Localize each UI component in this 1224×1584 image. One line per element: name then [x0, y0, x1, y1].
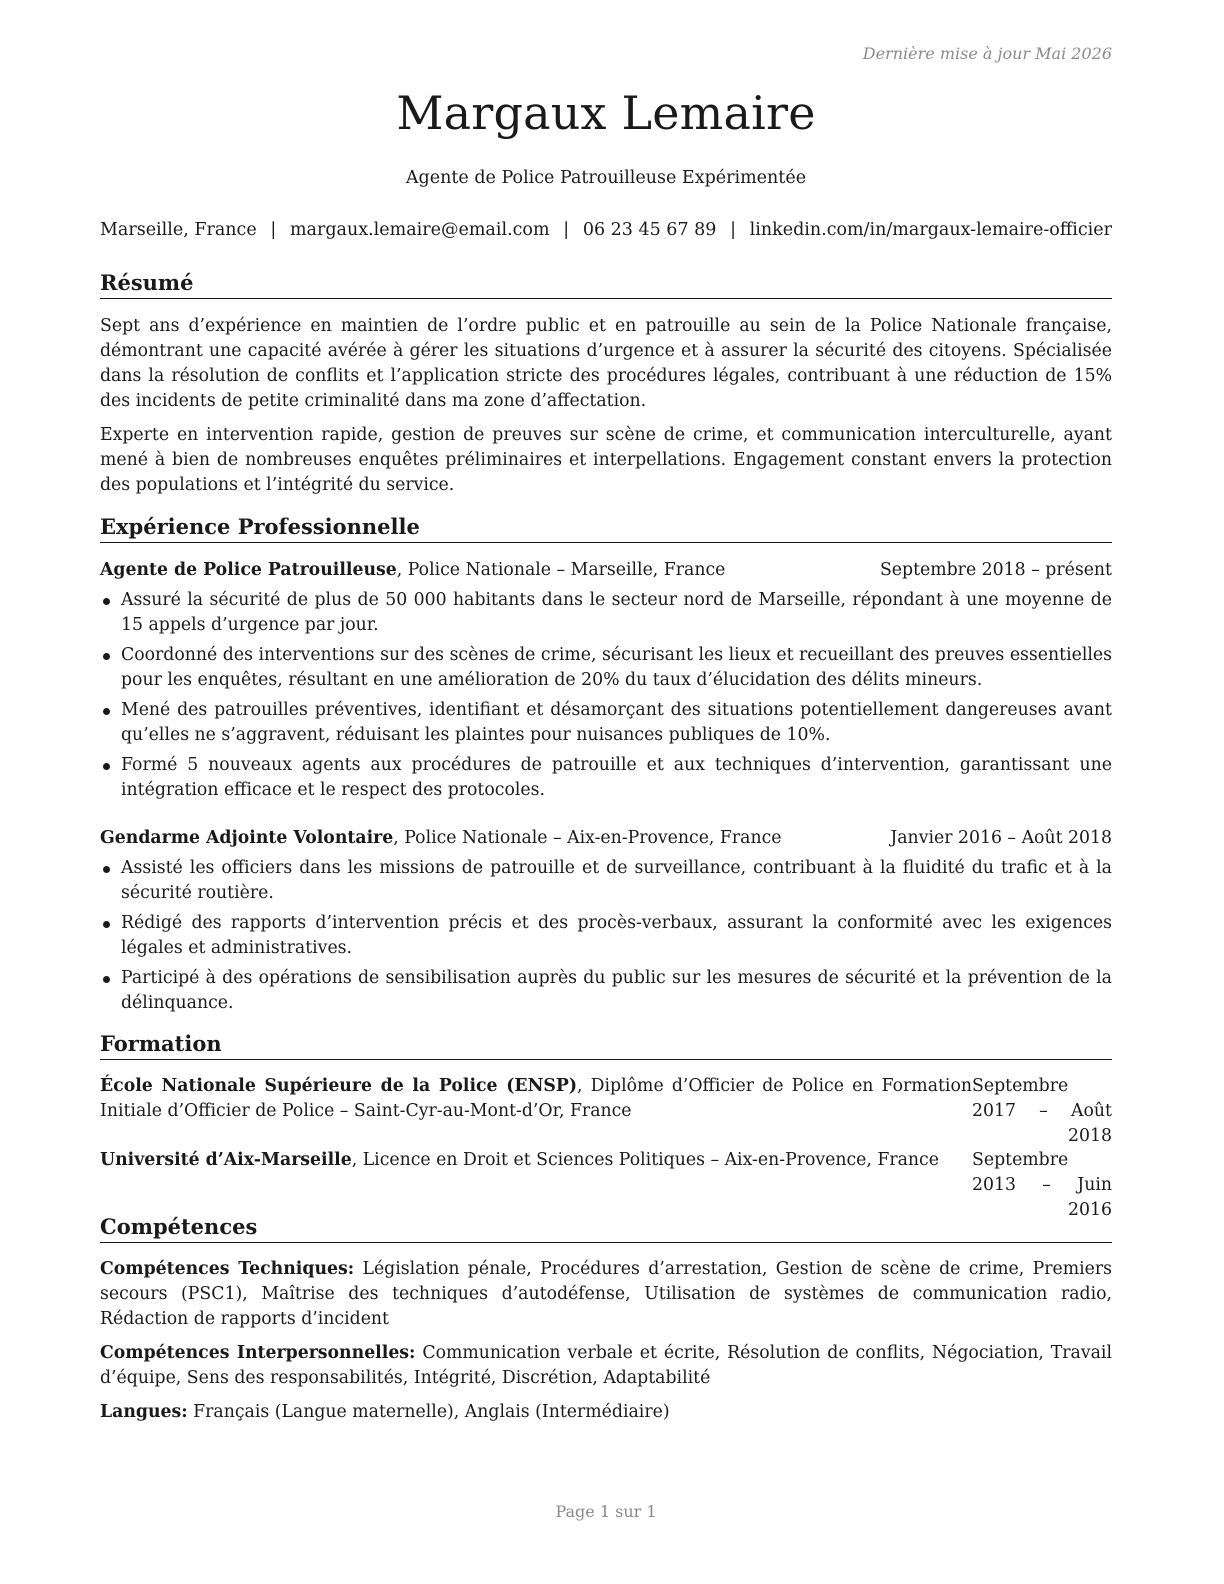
education-detail: , Diplôme d’Officier de Police en Formation Initiale d’Officier de Police – Saint-Cyr-au-Mont-d’Or, France: [100, 1076, 972, 1121]
skill-label: Langues:: [100, 1402, 188, 1422]
job-dates: Janvier 2016 – Août 2018: [890, 828, 1112, 848]
bullet-icon: [103, 708, 110, 715]
skill-text: Communication verbale et écrite, Résolution de conflits, Négociation, Travail d’équipe, Sens des responsabilités, Intégrité, Discrétion, Adaptabilité: [100, 1343, 1112, 1388]
bullet-icon: [103, 866, 110, 873]
summary-paragraph: Sept ans d’expérience en maintien de l’ordre public et en patrouille au sein de la Police Nationale française, démontrant une capacité avérée à gérer les situations d’urgence et à assurer la sécurité des citoyens. Spécialisée dans la résolution de conflits et l’application stricte des procédures légales, contribuant à une réduction de 15% des incidents de petite criminalité dans ma zone d’affectation.: [100, 316, 1112, 411]
skill-group: [100, 1341, 1112, 1391]
bullet-text: Assuré la sécurité de plus de 50 000 habitants dans le secteur nord de Marseille, répondant à une moyenne de 15 appels d’urgence par jour.: [121, 590, 1112, 635]
bullet-text: Coordonné des interventions sur des scènes de crime, sécurisant les lieux et recueillant des preuves essentielles pour les enquêtes, résultant en une amélioration de 20% du taux d’élucidation des délits mineurs.: [121, 645, 1112, 690]
job-org: , Police Nationale – Marseille, France: [396, 560, 726, 580]
skill-text: Législation pénale, Procédures d’arrestation, Gestion de scène de crime, Premiers secours (PSC1), Maîtrise des techniques d’autodéfense, Utilisation de systèmes de communication radio, Rédaction de rapports d’incident: [100, 1259, 1112, 1329]
skill-group: [100, 1400, 1112, 1425]
job-dates: Septembre 2018 – présent: [879, 560, 1112, 580]
skill-group: [100, 1257, 1112, 1332]
summary-paragraph: Experte en intervention rapide, gestion de preuves sur scène de crime, et communication interculturelle, ayant mené à bien de nombreuses enquêtes préliminaires et interpellations. Engagement constant envers la protection des populations et l’intégrité du service.: [100, 425, 1112, 495]
list-item: [100, 911, 1112, 961]
section-title-education: Formation: [100, 1031, 1112, 1060]
list-item: [100, 698, 1112, 748]
candidate-name: Margaux Lemaire: [396, 86, 816, 140]
contact-separator: |: [563, 220, 570, 240]
contact-separator: |: [730, 220, 736, 240]
education-item: [100, 1074, 1112, 1149]
bullet-icon: [103, 653, 110, 660]
section-title-skills: Compétences: [100, 1214, 1112, 1243]
bullet-text: Rédigé des rapports d’intervention précis et des procès-verbaux, assurant la conformité avec les exigences légales et administratives.: [121, 913, 1112, 958]
list-item: [100, 753, 1112, 803]
bullet-icon: [103, 976, 110, 983]
job-role: Gendarme Adjointe Volontaire: [100, 828, 394, 848]
bullet-icon: [103, 921, 110, 928]
job-header: [100, 826, 1112, 851]
bullet-text: Assisté les officiers dans les missions de patrouille et de surveillance, contribuant à la fluidité du trafic et à la sécurité routière.: [121, 858, 1112, 903]
education-dates: Septembre 2017 – Août 2018: [972, 1076, 1112, 1146]
list-item: [100, 588, 1112, 638]
job-bullets: [100, 856, 1112, 1021]
skill-label: Compétences Techniques:: [100, 1259, 355, 1279]
bullet-icon: [103, 763, 110, 770]
section-title-summary: Résumé: [100, 270, 1112, 299]
last-updated: Dernière mise à jour Mai 2026: [862, 44, 1112, 63]
candidate-title: Agente de Police Patrouilleuse Expérimentée: [405, 168, 807, 188]
list-item: [100, 966, 1112, 1016]
list-item: [100, 643, 1112, 693]
bullet-text: Participé à des opérations de sensibilisation auprès du public sur les mesures de sécurité et la prévention de la délinquance.: [121, 968, 1112, 1013]
contact-separator: |: [270, 220, 277, 240]
skill-text: Français (Langue maternelle), Anglais (Intermédiaire): [187, 1402, 670, 1422]
education-dates: Septembre 2013 – Juin 2016: [972, 1150, 1112, 1220]
education-item: [100, 1148, 1112, 1223]
skill-label: Compétences Interpersonnelles:: [100, 1343, 416, 1363]
bullet-text: Mené des patrouilles préventives, identifiant et désamorçant des situations potentiellement dangereuses avant qu’elles ne s’aggravent, réduisant les plaintes pour nuisances publiques de 10%.: [121, 700, 1112, 745]
contact-line: [100, 220, 1112, 240]
education-school: Université d’Aix-Marseille: [100, 1150, 352, 1170]
contact-linkedin[interactable]: linkedin.com/in/margaux-lemaire-officier: [749, 220, 1112, 240]
bullet-text: Formé 5 nouveaux agents aux procédures de patrouille et aux techniques d’intervention, garantissant une intégration efficace et le respect des protocoles.: [121, 755, 1112, 800]
page-number: Page 1 sur 1: [555, 1502, 657, 1521]
section-title-experience: Expérience Professionnelle: [100, 514, 1112, 543]
job-bullets: [100, 588, 1112, 808]
job-role: Agente de Police Patrouilleuse: [100, 560, 397, 580]
education-detail: , Licence en Droit et Sciences Politiques – Aix-en-Provence, France: [351, 1150, 939, 1170]
contact-city: Marseille, France: [100, 220, 257, 240]
bullet-icon: [103, 598, 110, 605]
job-header: [100, 558, 1112, 583]
list-item: [100, 856, 1112, 906]
education-school: École Nationale Supérieure de la Police (ENSP): [100, 1076, 578, 1096]
resume-page: [100, 0, 1112, 1584]
contact-phone: 06 23 45 67 89: [582, 220, 717, 240]
contact-email[interactable]: margaux.lemaire@email.com: [289, 220, 550, 240]
job-org: , Police Nationale – Aix-en-Provence, France: [393, 828, 782, 848]
